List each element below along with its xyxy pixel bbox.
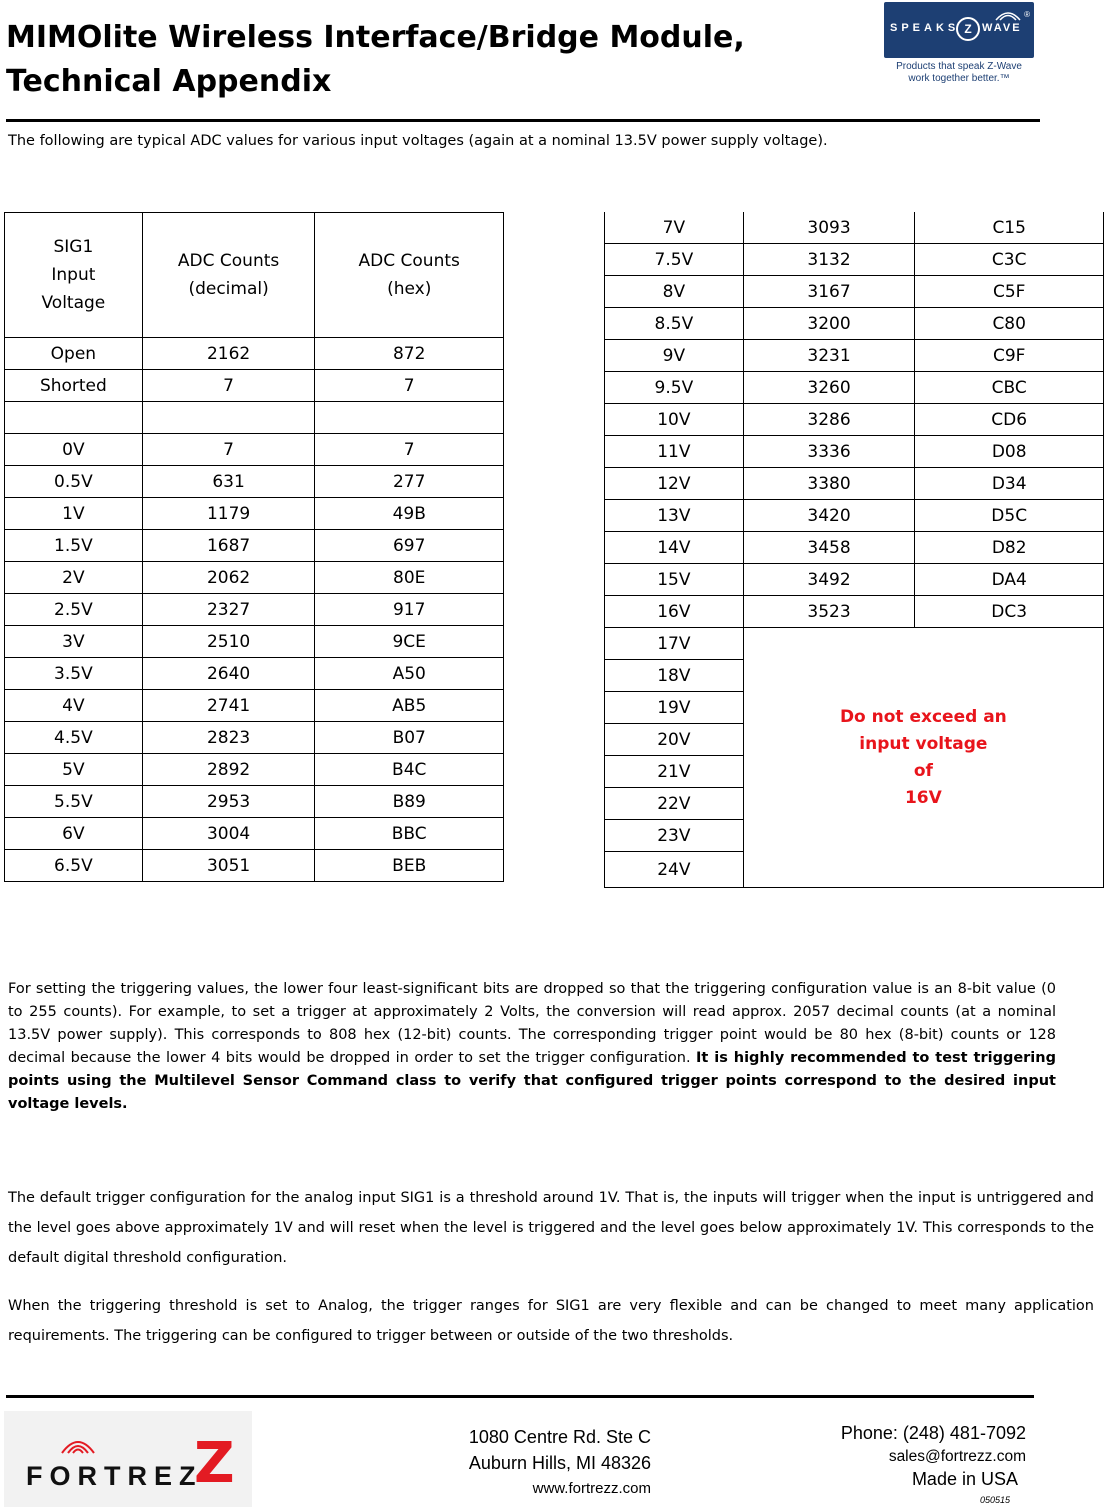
- table-cell: D5C: [915, 500, 1104, 532]
- table-cell: D34: [915, 468, 1104, 500]
- header-text: ADC Counts: [358, 251, 460, 271]
- table-cell: 9.5V: [605, 372, 744, 404]
- table-cell: 1V: [5, 498, 143, 530]
- table-cell: 13V: [605, 500, 744, 532]
- table-cell: 80E: [315, 562, 504, 594]
- table-cell: AB5: [315, 690, 504, 722]
- header-text: Input: [51, 265, 96, 285]
- analog-threshold-paragraph: When the triggering threshold is set to Analog, the trigger ranges for SIG1 are very flexible and can be changed to meet many application requirements. The triggering can be configured to trigger between or outside of the two thresholds.: [8, 1298, 1094, 1344]
- table-cell: D82: [915, 532, 1104, 564]
- table-cell: 3200: [743, 308, 915, 340]
- table-row: [5, 466, 504, 498]
- header-text: Voltage: [41, 293, 106, 313]
- table-row: [5, 530, 504, 562]
- table-cell: 3420: [743, 500, 915, 532]
- table-cell: 6V: [5, 818, 143, 850]
- table-cell: CD6: [915, 404, 1104, 436]
- table-cell: 872: [315, 338, 504, 370]
- table-row: [5, 338, 504, 370]
- company-contact: [770, 1422, 1026, 1491]
- warning-text: of: [913, 760, 933, 781]
- table-cell: 14V: [605, 532, 744, 564]
- address-line-2: Auburn Hills, MI 48326: [468, 1453, 651, 1473]
- table-cell: 7.5V: [605, 244, 744, 276]
- zwave-tagline: [884, 61, 1034, 85]
- table-cell: [5, 402, 143, 434]
- table-cell: C3C: [915, 244, 1104, 276]
- table-cell: 22V: [605, 788, 744, 820]
- default-trigger-paragraph: The default trigger configuration for the analog input SIG1 is a threshold around 1V. That is, the inputs will trigger when the input is untriggered and the level goes above approximately 1V and will reset when the level is triggered and the level goes below approximately 1V. This corresponds to the default digital threshold configuration.: [8, 1190, 1094, 1266]
- table-row: [5, 370, 504, 402]
- table-row: [605, 404, 1104, 436]
- address-line-1: 1080 Centre Rd. Ste C: [468, 1427, 651, 1447]
- table-cell: C5F: [915, 276, 1104, 308]
- table-row: [605, 340, 1104, 372]
- table-header-cell: [142, 213, 315, 338]
- table-cell: 7: [142, 434, 315, 466]
- table-cell: 4.5V: [5, 722, 143, 754]
- table-cell: B89: [315, 786, 504, 818]
- table-cell: 3231: [743, 340, 915, 372]
- table-row: [605, 308, 1104, 340]
- zwave-logo-speaks: SPEAKS: [890, 22, 960, 34]
- table-row: [605, 436, 1104, 468]
- warning-text: Do not exceed an: [839, 706, 1007, 727]
- table-cell: 3523: [743, 596, 915, 628]
- table-row: [605, 244, 1104, 276]
- table-cell: [315, 402, 504, 434]
- table-cell: 2V: [5, 562, 143, 594]
- table-cell: Open: [5, 338, 143, 370]
- table-cell: 1687: [142, 530, 315, 562]
- table-cell: 10V: [605, 404, 744, 436]
- table-cell: 20V: [605, 724, 744, 756]
- table-cell: 7: [142, 370, 315, 402]
- table-cell: Shorted: [5, 370, 143, 402]
- table-row: [5, 658, 504, 690]
- fortrezz-logo-z: Z: [194, 1431, 235, 1496]
- table-cell: 8.5V: [605, 308, 744, 340]
- table-row: [5, 690, 504, 722]
- table-cell: 21V: [605, 756, 744, 788]
- email-link[interactable]: sales@fortrezz.com: [888, 1448, 1026, 1465]
- zwave-logo-z: Z: [956, 17, 980, 41]
- table-row: [5, 434, 504, 466]
- zwave-logo-wave: WAVE: [982, 22, 1022, 34]
- table-cell: 11V: [605, 436, 744, 468]
- table-cell: 3004: [142, 818, 315, 850]
- table-cell: 3167: [743, 276, 915, 308]
- header-text: SIG1: [53, 237, 94, 257]
- table-row: [605, 628, 1104, 660]
- table-cell: 2823: [142, 722, 315, 754]
- table-row: [5, 722, 504, 754]
- table-cell: 19V: [605, 692, 744, 724]
- table-cell: B07: [315, 722, 504, 754]
- trigger-values-recommendation: It is highly recommended to test triggering points using the Multilevel Sensor Command class to verify that configured trigger points correspond to the desired input voltage levels.: [8, 1050, 1056, 1112]
- table-row: [605, 596, 1104, 628]
- table-cell: DC3: [915, 596, 1104, 628]
- warning-text: input voltage: [859, 733, 988, 754]
- table-cell: 3380: [743, 468, 915, 500]
- header-divider: [6, 119, 1040, 122]
- table-cell: 917: [315, 594, 504, 626]
- table-cell: 2327: [142, 594, 315, 626]
- table-cell: 5V: [5, 754, 143, 786]
- header-text: ADC Counts: [177, 251, 280, 271]
- table-row: [5, 754, 504, 786]
- fortrezz-logo: [4, 1411, 252, 1507]
- table-cell: 631: [142, 466, 315, 498]
- table-cell: 7V: [605, 212, 744, 244]
- table-row: [5, 498, 504, 530]
- table-cell: 2640: [142, 658, 315, 690]
- table-cell: 12V: [605, 468, 744, 500]
- zwave-tagline-1: Products that speak Z-Wave: [896, 61, 1022, 72]
- table-cell: 3132: [743, 244, 915, 276]
- table-row: [5, 786, 504, 818]
- zwave-tagline-2: work together better.™: [908, 73, 1010, 84]
- table-cell: 2062: [142, 562, 315, 594]
- table-row: [5, 850, 504, 882]
- table-cell: DA4: [915, 564, 1104, 596]
- zwave-logo-registered: ®: [1024, 10, 1030, 19]
- table-row: [605, 532, 1104, 564]
- table-cell: 3492: [743, 564, 915, 596]
- table-header-cell: [5, 213, 143, 338]
- table-cell: CBC: [915, 372, 1104, 404]
- table-cell: 0.5V: [5, 466, 143, 498]
- table-cell: 5.5V: [5, 786, 143, 818]
- trigger-values-paragraph: [8, 978, 1056, 1116]
- table-cell: D08: [915, 436, 1104, 468]
- table-row: [605, 212, 1104, 244]
- table-cell: 2.5V: [5, 594, 143, 626]
- table-cell: 24V: [605, 852, 744, 888]
- document-number: 050515: [980, 1495, 1011, 1505]
- page-title: [6, 16, 826, 104]
- table-cell: 2953: [142, 786, 315, 818]
- table-row: [5, 626, 504, 658]
- table-row: [605, 564, 1104, 596]
- speaks-zwave-logo: [884, 2, 1034, 90]
- table-cell: 3458: [743, 532, 915, 564]
- phone-number: Phone: (248) 481-7092: [840, 1423, 1026, 1443]
- table-cell: 8V: [605, 276, 744, 308]
- fortrezz-logo-text: FORTREZ: [26, 1461, 203, 1491]
- table-cell: 3093: [743, 212, 915, 244]
- intro-text: The following are typical ADC values for various input voltages (again at a nominal 13.5V power supply voltage).: [8, 133, 828, 149]
- table-row: [5, 562, 504, 594]
- zwave-logo-box: [884, 2, 1034, 58]
- table-cell: 2892: [142, 754, 315, 786]
- table-cell: 49B: [315, 498, 504, 530]
- table-cell: 23V: [605, 820, 744, 852]
- adc-table-left: [4, 212, 504, 882]
- table-cell: 1.5V: [5, 530, 143, 562]
- table-cell: 2510: [142, 626, 315, 658]
- table-cell: 0V: [5, 434, 143, 466]
- table-cell: 16V: [605, 596, 744, 628]
- table-row: [605, 500, 1104, 532]
- table-cell: 9CE: [315, 626, 504, 658]
- header-text: (decimal): [188, 279, 269, 299]
- table-cell: 2741: [142, 690, 315, 722]
- table-header-cell: [315, 213, 504, 338]
- table-cell: 7: [315, 370, 504, 402]
- table-cell: C9F: [915, 340, 1104, 372]
- title-line-2: Technical Appendix: [6, 64, 332, 99]
- table-cell: BEB: [315, 850, 504, 882]
- table-cell: BBC: [315, 818, 504, 850]
- table-cell: 3336: [743, 436, 915, 468]
- table-row: [5, 818, 504, 850]
- warning-text: 16V: [904, 787, 942, 808]
- title-line-1: MIMOlite Wireless Interface/Bridge Module,: [6, 20, 745, 55]
- table-cell: A50: [315, 658, 504, 690]
- trigger-values-text: For setting the triggering values, the lower four least-significant bits are dropped so that the triggering configuration value is an 8-bit value (0 to 255 counts). For example, to set a trigger at approximately 2 Volts, the conversion will read approx. 2057 decimal counts (at a nominal 13.5V power supply). This corresponds to 808 hex (12-bit) counts. The corresponding trigger point would be 80 hex (8-bit) counts or 128 decimal because the lower 4 bits would be dropped in order to set the trigger configuration.: [8, 981, 1056, 1066]
- table-cell: 6.5V: [5, 850, 143, 882]
- table-cell: B4C: [315, 754, 504, 786]
- table-cell: 1179: [142, 498, 315, 530]
- table-cell: 7: [315, 434, 504, 466]
- table-row: [5, 402, 504, 434]
- table-row: [605, 372, 1104, 404]
- website-link[interactable]: www.fortrezz.com: [532, 1480, 651, 1497]
- table-cell: 3051: [142, 850, 315, 882]
- table-cell: 2162: [142, 338, 315, 370]
- table-row: [605, 276, 1104, 308]
- table-row: [605, 468, 1104, 500]
- table-cell: 3V: [5, 626, 143, 658]
- table-cell: C80: [915, 308, 1104, 340]
- table-cell: 18V: [605, 660, 744, 692]
- table-cell: C15: [915, 212, 1104, 244]
- zwave-signal-icon: [988, 4, 1028, 22]
- made-in-usa: Made in USA: [911, 1469, 1018, 1489]
- fortrezz-signal-icon: [58, 1429, 98, 1455]
- table-cell: 277: [315, 466, 504, 498]
- table-cell: [142, 402, 315, 434]
- header-text: (hex): [387, 279, 432, 299]
- table-header-row: [5, 213, 504, 338]
- table-cell: 697: [315, 530, 504, 562]
- table-row: [5, 594, 504, 626]
- table-cell: 9V: [605, 340, 744, 372]
- table-cell: 3286: [743, 404, 915, 436]
- table-cell: 3260: [743, 372, 915, 404]
- voltage-warning: [743, 628, 1103, 888]
- table-cell: 3.5V: [5, 658, 143, 690]
- footer-divider: [6, 1395, 1034, 1398]
- company-address: [396, 1424, 651, 1502]
- adc-table-right: [604, 212, 1104, 888]
- table-cell: 4V: [5, 690, 143, 722]
- table-cell: 17V: [605, 628, 744, 660]
- table-cell: 15V: [605, 564, 744, 596]
